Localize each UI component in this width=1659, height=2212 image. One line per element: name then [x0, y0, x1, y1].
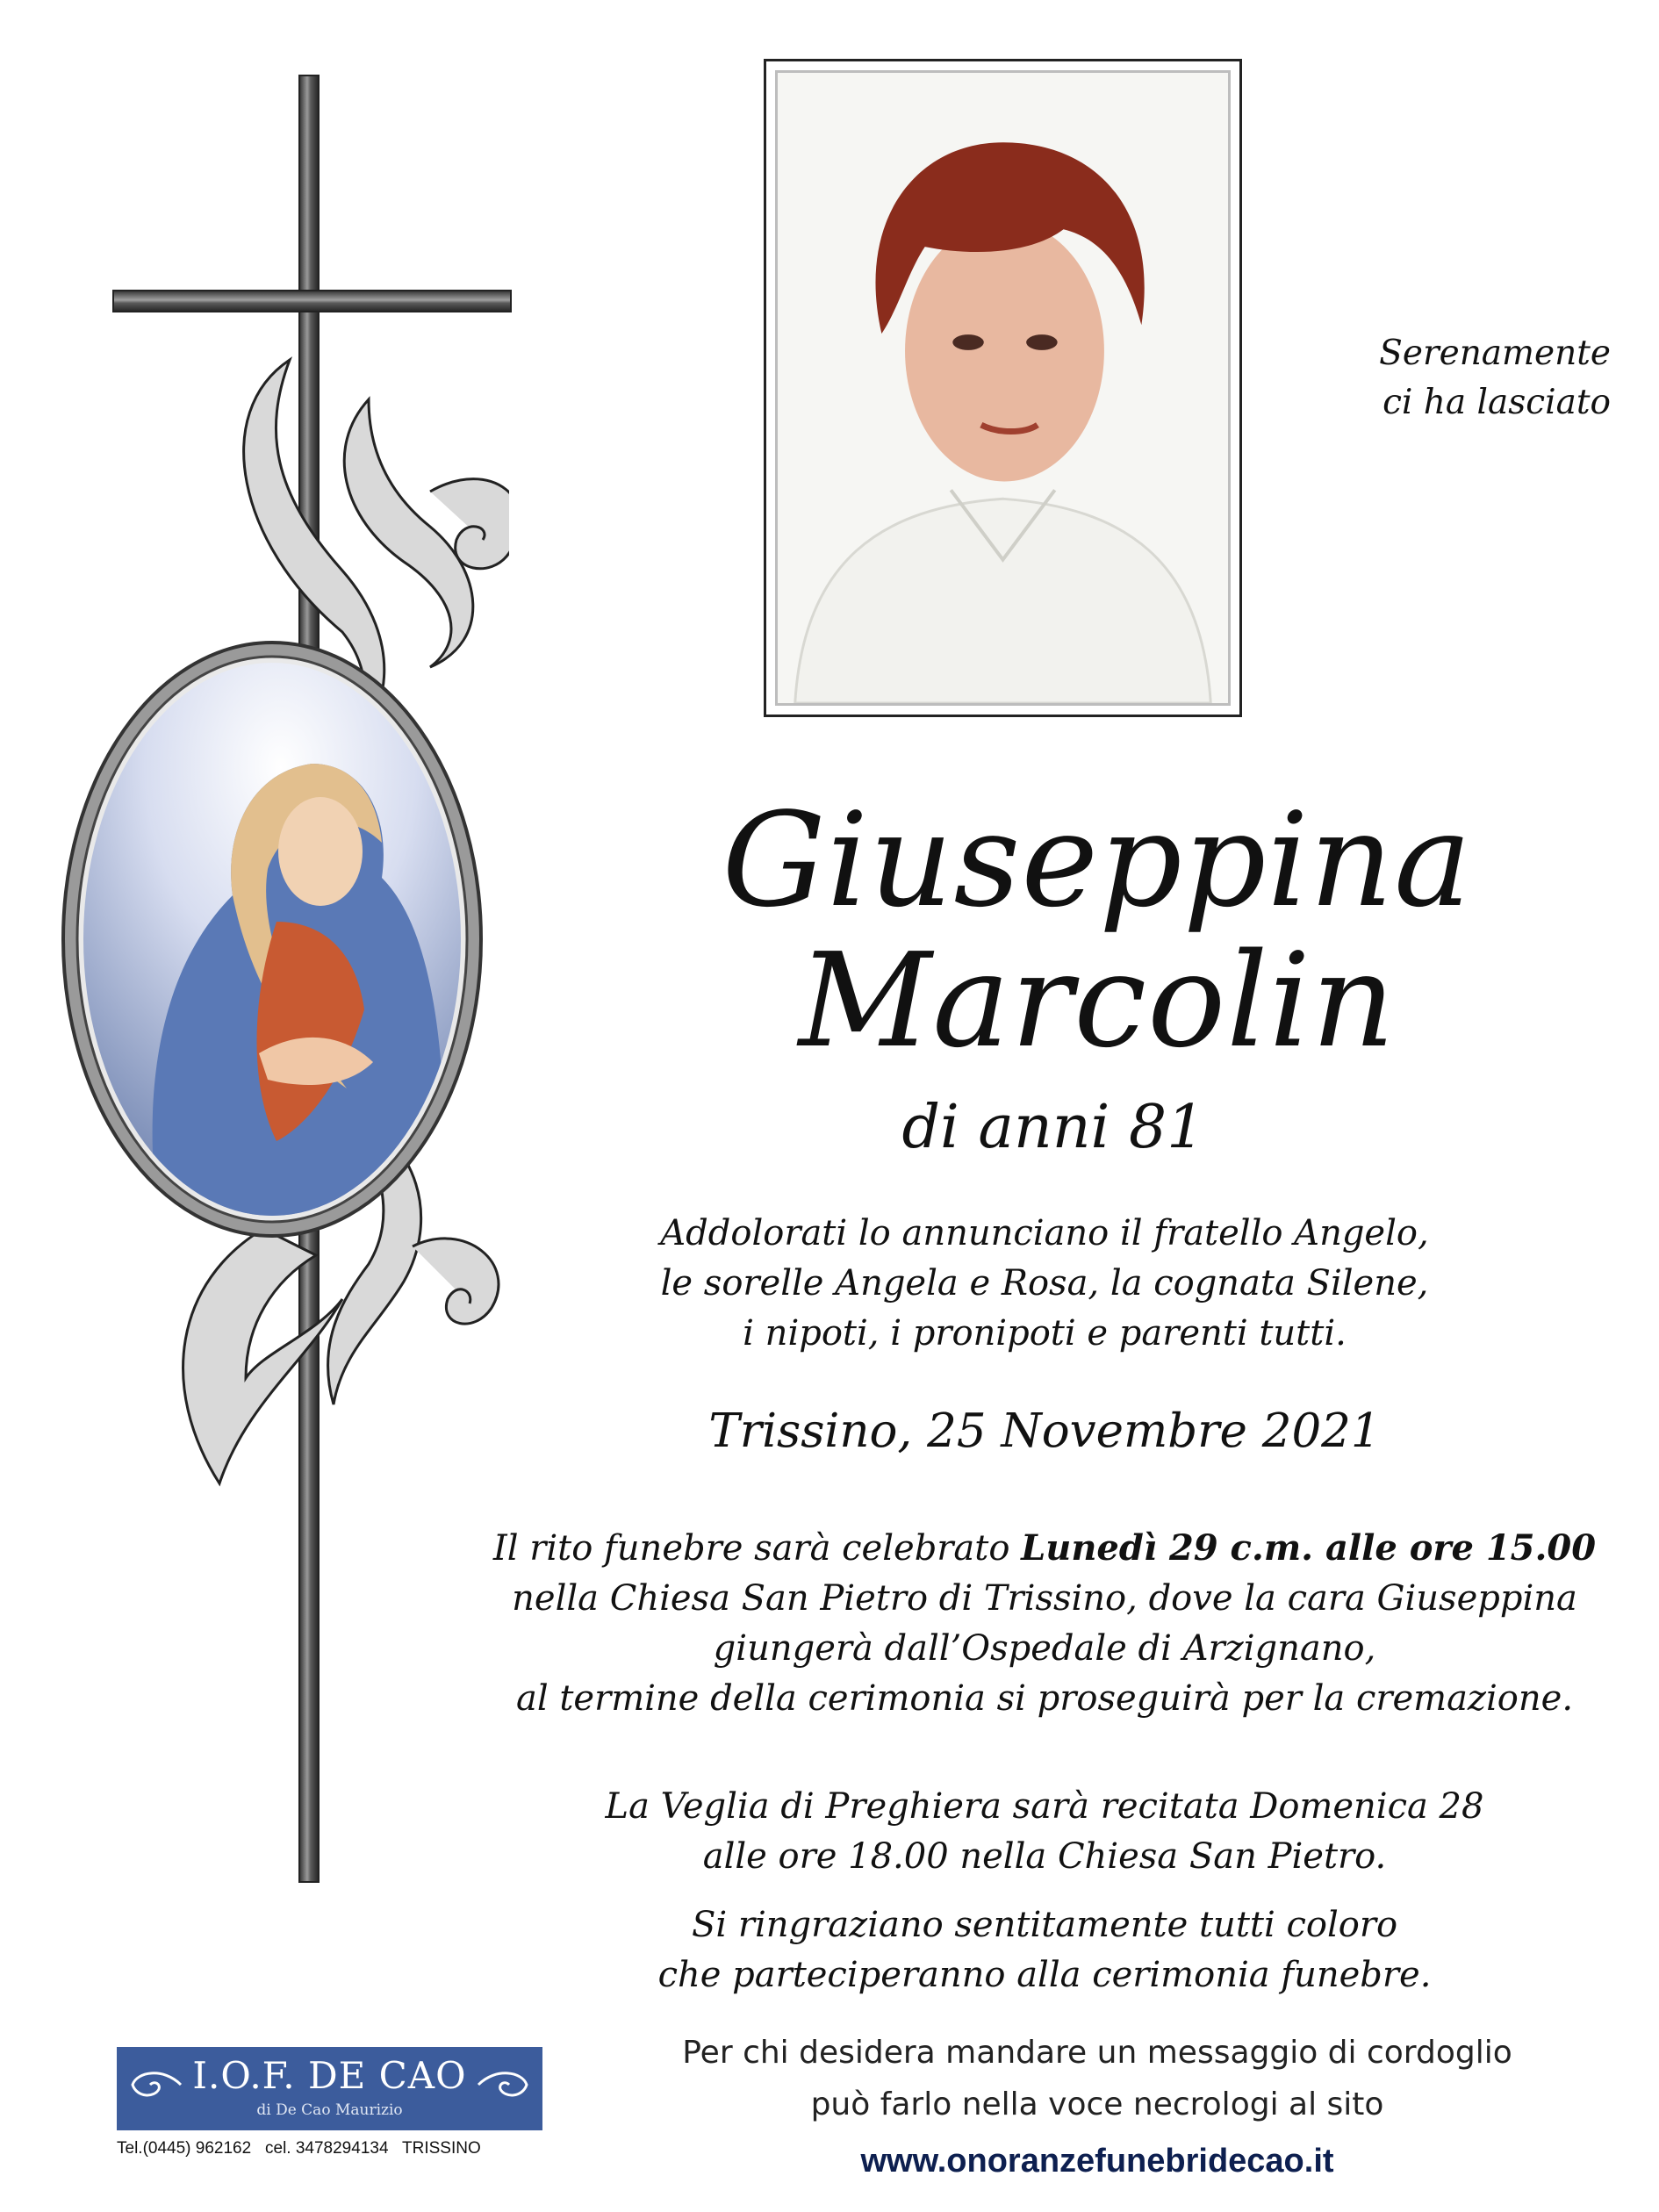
thanks-block — [474, 1900, 1615, 2000]
serenamente-line2: ci ha lasciato — [1382, 383, 1611, 422]
condolence-line1: Per chi desidera mandare un messaggio di cordoglio — [682, 2035, 1512, 2071]
funeral-block — [474, 1523, 1615, 1724]
company-subtitle: di De Cao Maurizio — [256, 2101, 403, 2119]
deceased-age: di anni 81 — [901, 1093, 1205, 1162]
portrait-photo — [775, 70, 1231, 706]
funeral-line1 — [474, 1523, 1615, 1574]
portrait-frame — [764, 59, 1242, 717]
condolence-line2: può farlo nella voce necrologi al sito — [810, 2086, 1384, 2122]
serenamente-line1: Serenamente — [1379, 334, 1611, 373]
funeral-line2: nella Chiesa San Pietro di Trissino, dove la cara Giuseppina — [512, 1578, 1577, 1619]
company-logo — [117, 2047, 542, 2130]
cross-horizontal-bar — [112, 290, 512, 312]
portrait-photo-icon — [778, 73, 1228, 703]
place-date: Trissino, 25 Novembre 2021 — [708, 1404, 1381, 1458]
vigil-line: La Veglia di Preghiera sarà recitata Domenica 28 — [605, 1786, 1484, 1827]
deceased-first-name: Giuseppina — [722, 785, 1473, 936]
funeral-line4: al termine della cerimonia si proseguirà per la cremazione. — [515, 1678, 1574, 1719]
funeral-line3: giungerà dall’Ospedale di Arzignano, — [713, 1628, 1376, 1669]
announcement-line: Addolorati lo annunciano il fratello Angelo, — [660, 1213, 1429, 1253]
announcement-block — [474, 1209, 1615, 1359]
company-contacts: Tel.(0445) 962162 cel. 3478294134 TRISSINO — [117, 2139, 481, 2158]
announcement-line: le sorelle Angela e Rosa, la cognata Silene, — [660, 1263, 1429, 1304]
serenamente-note — [1317, 329, 1611, 427]
announcement-line: i nipoti, i pronipoti e parenti tutti. — [743, 1313, 1347, 1354]
funeral-datetime: Lunedì 29 c.m. alle ore 15.00 — [1021, 1527, 1597, 1569]
website-link[interactable]: www.onoranzefunebridecao.it — [860, 2143, 1334, 2180]
deceased-last-name: Marcolin — [798, 925, 1397, 1076]
company-name: I.O.F. DE CAO — [192, 2054, 467, 2097]
madonna-image — [57, 632, 487, 1246]
thanks-line: Si ringraziano sentitamente tutti coloro — [691, 1905, 1398, 1945]
funeral-line1-prefix: Il rito funebre sarà celebrato — [492, 1528, 1022, 1569]
thanks-line: che parteciperanno alla cerimonia funebre. — [657, 1955, 1432, 1995]
vigil-line: alle ore 18.00 nella Chiesa San Pietro. — [702, 1836, 1387, 1877]
vigil-block — [474, 1782, 1615, 1882]
